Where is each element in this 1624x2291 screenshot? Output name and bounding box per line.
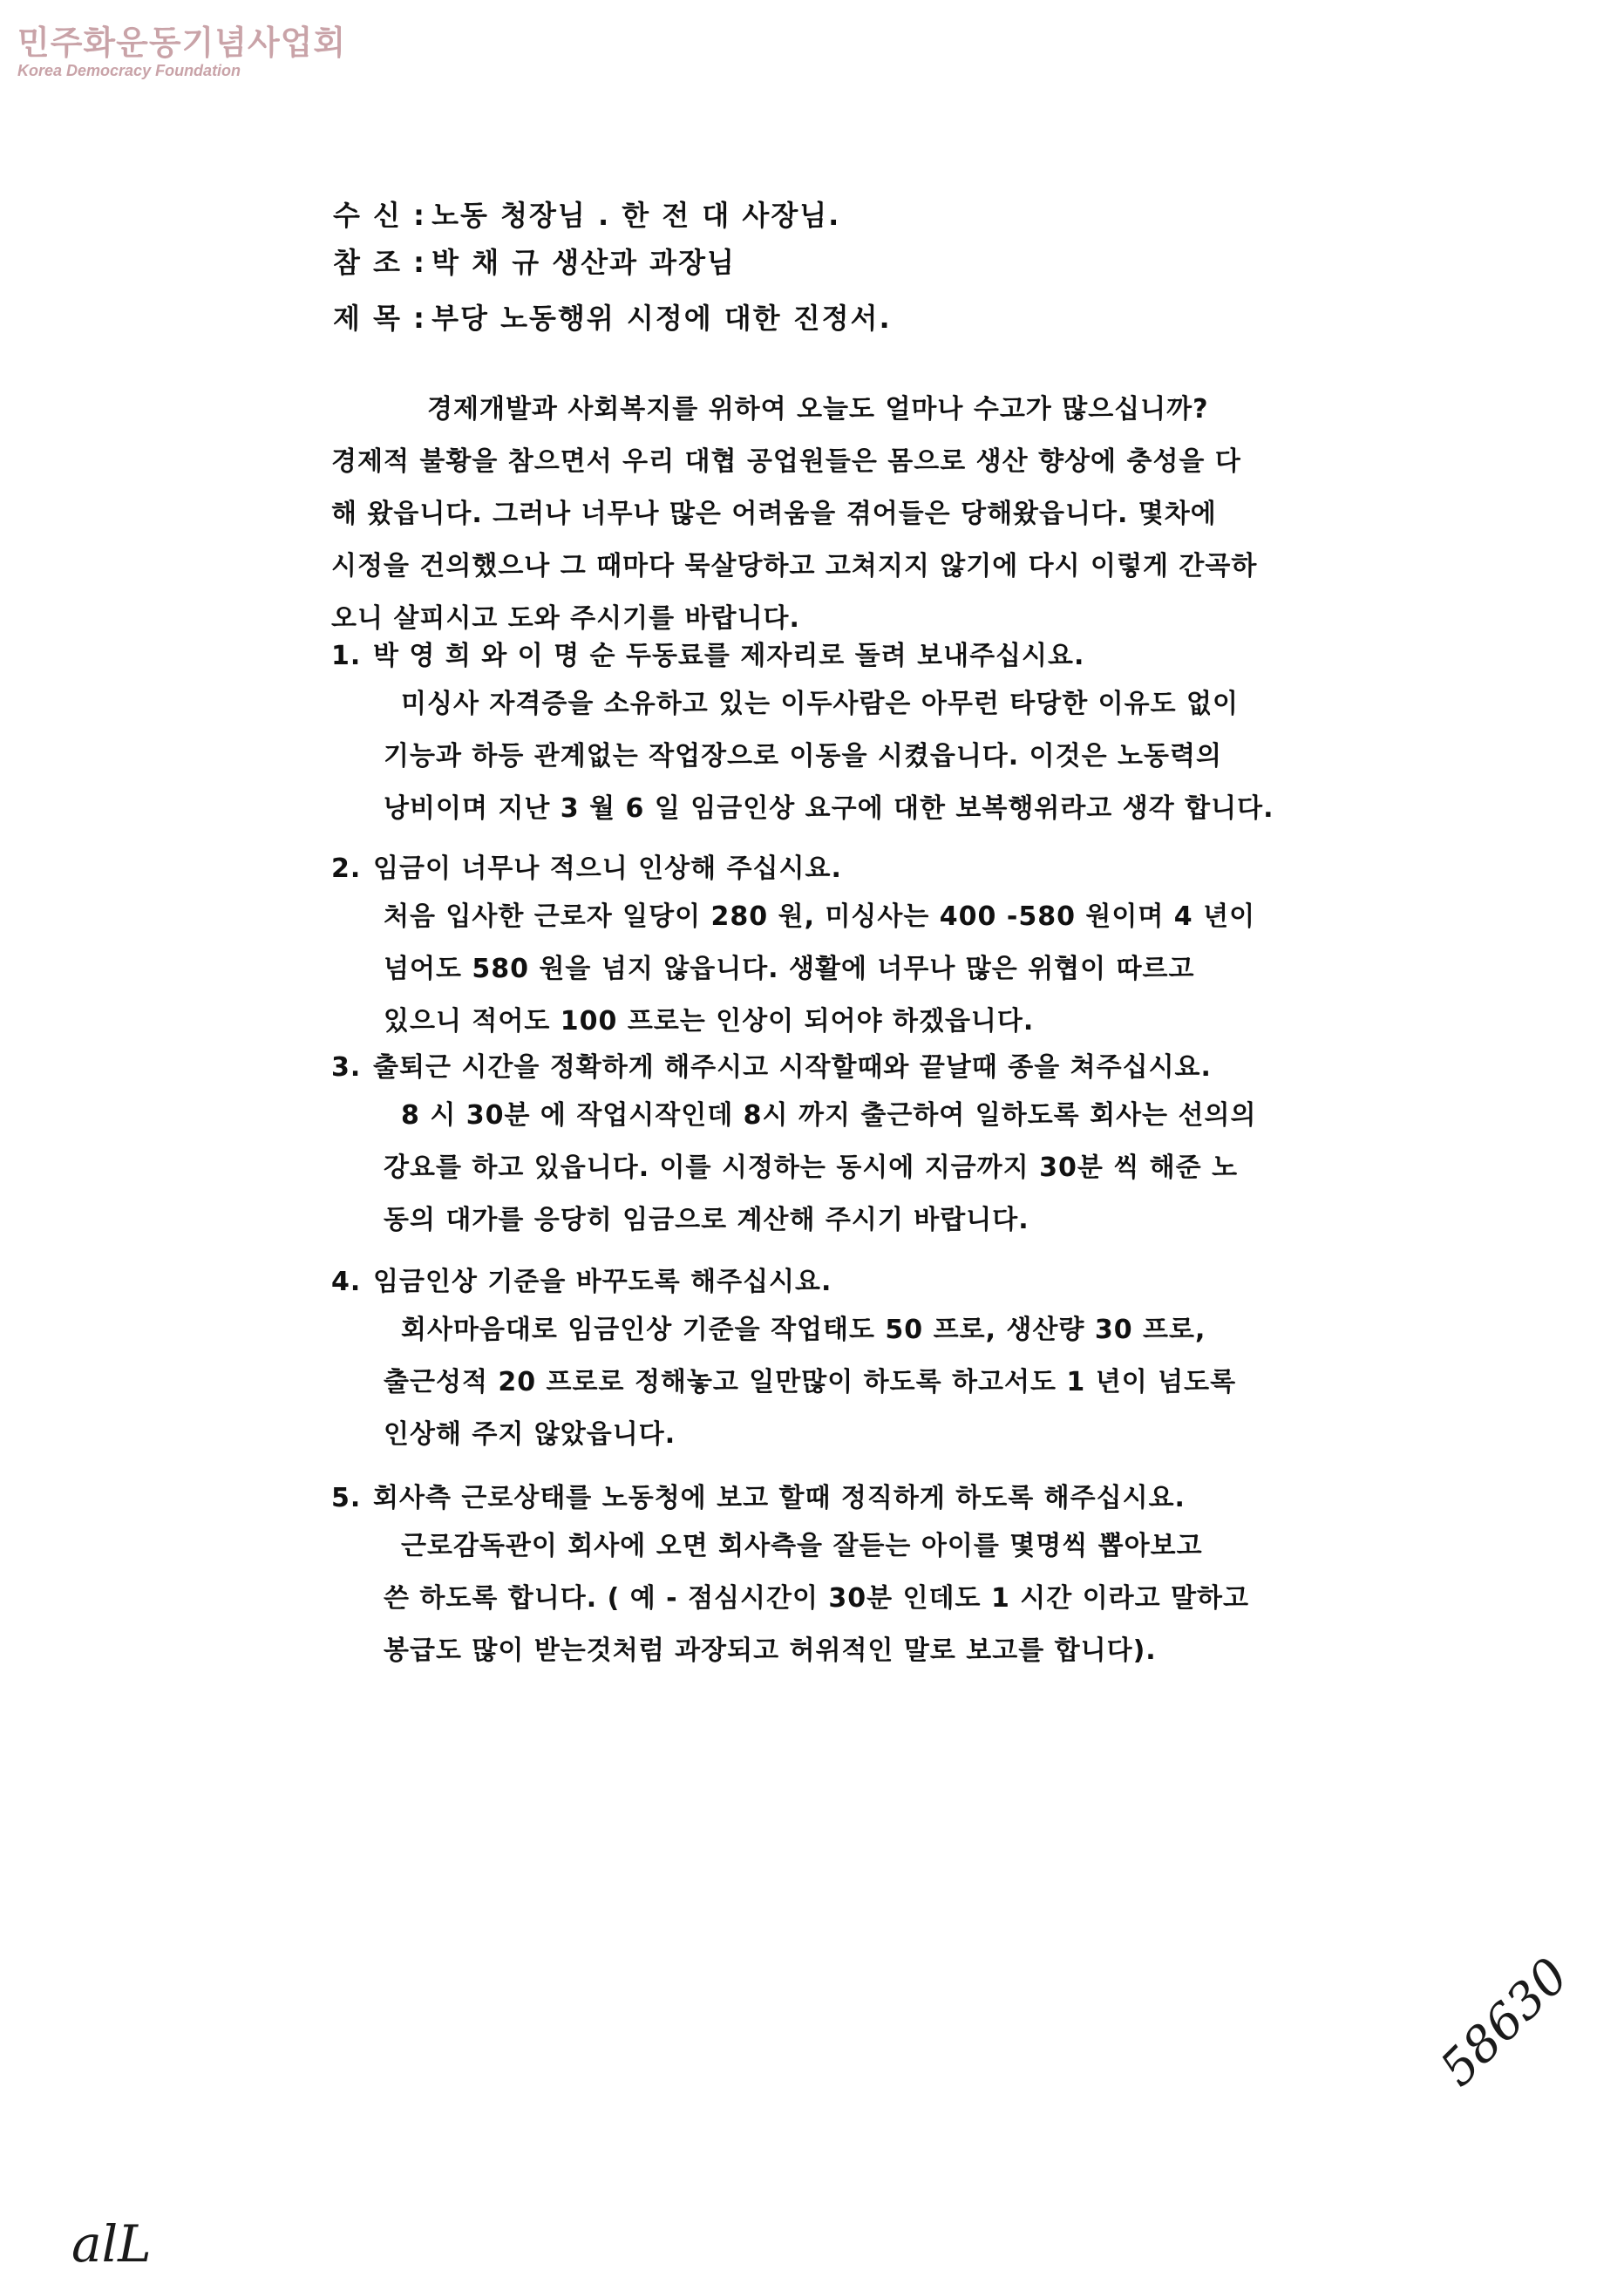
- demand-number: 3.: [331, 1052, 362, 1083]
- demand-title: 회사측 근로상태를 노동청에 보고 할때 정직하게 하도록 해주십시요.: [373, 1483, 1186, 1513]
- demand-number: 1.: [331, 641, 362, 671]
- demand-item-4: [331, 1261, 1377, 1461]
- handwritten-initials: alL: [71, 2214, 152, 2274]
- demand-body-line: 근로감독관이 회사에 오면 회사측을 잘듣는 아이를 몇명씩 뽑아보고: [401, 1531, 1203, 1561]
- demand-body-line: 인상해 주지 않았읍니다.: [384, 1419, 676, 1450]
- demand-number: 5.: [331, 1483, 362, 1513]
- header-cc: [333, 241, 736, 281]
- demand-body-line: 있으니 적어도 100 프로는 인상이 되어야 하겠읍니다.: [384, 1006, 1035, 1037]
- demand-body-line: 쓴 하도록 합니다. ( 예 - 점심시간이 30분 인데도 1 시간 이라고 말하고: [384, 1583, 1250, 1614]
- demand-body-line: 회사마음대로 임금인상 기준을 작업태도 50 프로, 생산량 30 프로,: [401, 1315, 1206, 1345]
- demand-body-line: 기능과 하등 관계없는 작업장으로 이동을 시켰읍니다. 이것은 노동력의: [384, 741, 1222, 772]
- watermark-korean: 민주화운동기념사업회: [17, 24, 347, 62]
- demand-title: 임금이 너무나 적으니 인상해 주십시요.: [373, 853, 842, 884]
- demand-body-line: 낭비이며 지난 3 월 6 일 임금인상 요구에 대한 보복행위라고 생각 합니다.: [384, 793, 1274, 824]
- demand-title: 출퇴근 시간을 정확하게 해주시고 시작할때와 끝날때 종을 쳐주십시요.: [373, 1052, 1212, 1083]
- demand-body-line: 미싱사 자격증을 소유하고 있는 이두사람은 아무런 타당한 이유도 없이: [401, 689, 1239, 719]
- header-subject-label: 제 목 :: [333, 302, 426, 335]
- intro-line: 오니 살피시고 도와 주시기를 바랍니다.: [331, 603, 800, 634]
- demand-body-line: 강요를 하고 있읍니다. 이를 시정하는 동시에 지금까지 30분 씩 해준 노: [384, 1152, 1239, 1183]
- header-subject: [333, 296, 892, 337]
- demand-item-5: [331, 1477, 1377, 1677]
- demand-body-line: 봉급도 많이 받는것처럼 과장되고 허위적인 말로 보고를 합니다).: [384, 1635, 1157, 1666]
- watermark-logo: [17, 16, 346, 80]
- demand-number: 2.: [331, 853, 362, 884]
- demand-title: 임금인상 기준을 바꾸도록 해주십시요.: [373, 1267, 832, 1297]
- demand-item-2: [331, 847, 1377, 1048]
- demand-item-1: [331, 635, 1377, 835]
- header-cc-value: 박 채 규 생산과 과장님: [431, 246, 736, 279]
- intro-line: 경제개발과 사회복지를 위하여 오늘도 얼마나 수고가 많으십니까?: [427, 394, 1209, 425]
- intro-line: 해 왔읍니다. 그러나 너무나 많은 어려움을 겪어들은 당해왔읍니다. 몇차에: [331, 499, 1217, 529]
- header-to-label: 수 신 :: [333, 199, 426, 232]
- demand-body-line: 출근성적 20 프로로 정해놓고 일만많이 하도록 하고서도 1 년이 넘도록: [384, 1367, 1237, 1397]
- handwritten-document-number: 58630: [1430, 1948, 1580, 2097]
- intro-paragraph: [331, 384, 1257, 645]
- demand-body-line: 8 시 30분 에 작업시작인데 8시 까지 출근하여 일하도록 회사는 선의의: [401, 1100, 1257, 1131]
- intro-line: 경제적 불황을 참으면서 우리 대협 공업원들은 몸으로 생산 향상에 충성을 다: [331, 446, 1241, 477]
- demand-body-line: 동의 대가를 응당히 임금으로 계산해 주시기 바랍니다.: [384, 1205, 1029, 1235]
- header-to: [333, 194, 840, 234]
- header-subject-value: 부당 노동행위 시정에 대한 진정서.: [431, 302, 892, 335]
- demand-title: 박 영 희 와 이 명 순 두동료를 제자리로 돌려 보내주십시요.: [373, 641, 1085, 671]
- demand-item-3: [331, 1046, 1377, 1247]
- demand-body-line: 넘어도 580 원을 넘지 않읍니다. 생활에 너무나 많은 위협이 따르고: [384, 954, 1195, 984]
- demand-body-line: 처음 입사한 근로자 일당이 280 원, 미싱사는 400 -580 원이며 4 년이: [384, 901, 1256, 932]
- watermark-english: Korea Democracy Foundation: [17, 62, 241, 79]
- header-cc-label: 참 조 :: [333, 246, 426, 279]
- demand-number: 4.: [331, 1267, 362, 1297]
- header-to-value: 노동 청장님 . 한 전 대 사장님.: [431, 199, 841, 232]
- intro-line: 시정을 건의했으나 그 때마다 묵살당하고 고쳐지지 않기에 다시 이렇게 간곡하: [331, 551, 1258, 581]
